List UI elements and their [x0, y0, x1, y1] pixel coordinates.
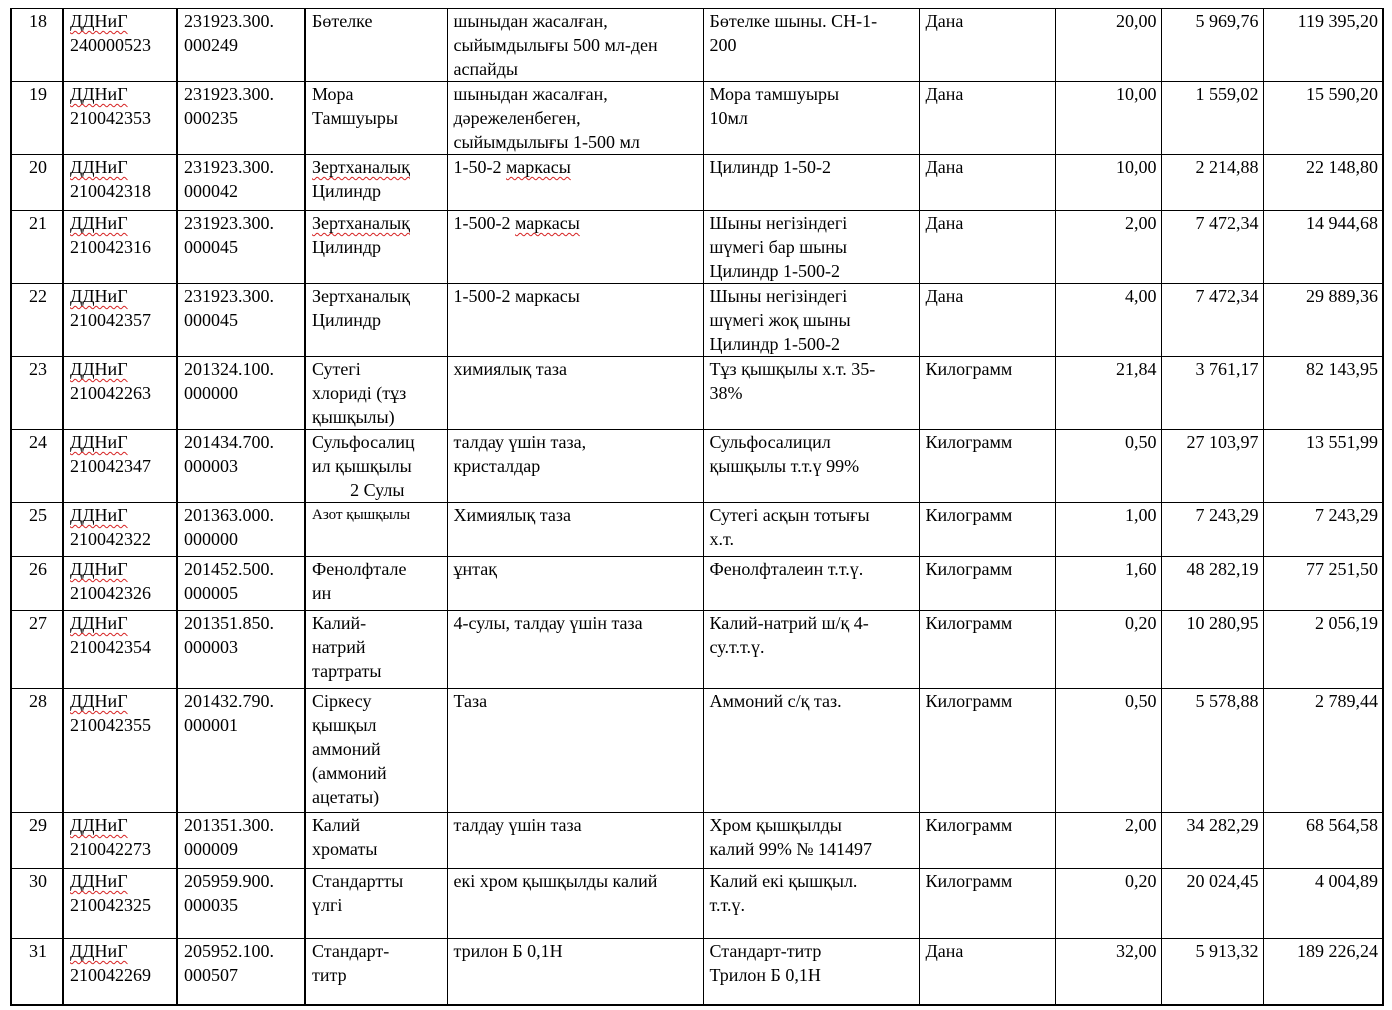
table-row — [11, 155, 1383, 211]
item-specification-line: Цилиндр 1-500-2 — [709, 261, 841, 281]
unit-of-measure: Дана — [919, 284, 1055, 357]
desc-text: 1-50-2 — [453, 157, 506, 177]
item-specification — [703, 82, 919, 155]
item-code — [63, 689, 177, 813]
item-name-line: қышқылы) — [312, 407, 395, 427]
unit-price: 7 472,34 — [1161, 284, 1263, 357]
item-specification — [703, 9, 919, 82]
item-code-number: 210042325 — [70, 895, 151, 915]
item-name-line: тартраты — [312, 661, 382, 681]
table-row — [11, 611, 1383, 689]
item-specification — [703, 939, 919, 1005]
ktru-code-part2: 000003 — [184, 456, 238, 476]
item-description-line: ұнтақ — [453, 559, 497, 579]
table-row — [11, 211, 1383, 284]
item-description-line: Химиялық таза — [453, 505, 571, 525]
item-code-number: 210042347 — [70, 456, 151, 476]
item-description-line: трилон Б 0,1Н — [453, 941, 563, 961]
item-specification-line: Калий-натрий ш/қ 4- — [709, 613, 869, 633]
quantity: 32,00 — [1055, 939, 1161, 1005]
item-description-line: екі хром қышқылды калий — [453, 871, 658, 891]
item-code — [63, 503, 177, 557]
item-description-line: сыйымдылығы 500 мл-ден — [453, 35, 658, 55]
unit-of-measure: Килограмм — [919, 430, 1055, 503]
item-code — [63, 155, 177, 211]
item-code — [63, 82, 177, 155]
ktru-code — [177, 9, 305, 82]
item-code — [63, 813, 177, 869]
row-number: 21 — [11, 211, 63, 284]
total-sum: 2 056,19 — [1263, 611, 1383, 689]
row-number: 29 — [11, 813, 63, 869]
ktru-code-part2: 000000 — [184, 529, 238, 549]
item-code-prefix: ДДНиГ — [70, 691, 128, 711]
item-specification-line: су.т.т.ү. — [709, 637, 765, 657]
item-name-line: ил қышқылы — [312, 456, 412, 476]
item-specification-line: Калий екі қышқыл. — [709, 871, 858, 891]
ktru-code-part2: 000042 — [184, 181, 238, 201]
item-description-line: химиялық таза — [453, 359, 567, 379]
item-specification-line: шүмегі жоқ шыны — [709, 310, 851, 330]
row-number: 24 — [11, 430, 63, 503]
item-description — [447, 155, 703, 211]
unit-of-measure: Килограмм — [919, 557, 1055, 611]
item-code-prefix: ДДНиГ — [70, 941, 128, 961]
unit-price: 34 282,29 — [1161, 813, 1263, 869]
unit-of-measure: Килограмм — [919, 611, 1055, 689]
item-specification-line: т.т.ү. — [709, 895, 746, 915]
item-description-line: талдау үшін таза — [453, 815, 582, 835]
item-code — [63, 284, 177, 357]
total-sum: 7 243,29 — [1263, 503, 1383, 557]
item-specification — [703, 611, 919, 689]
item-code-number: 210042354 — [70, 637, 151, 657]
ktru-code-part1: 205952.100. — [184, 941, 274, 961]
unit-price: 20 024,45 — [1161, 869, 1263, 939]
item-name-line: қышқыл — [312, 715, 377, 735]
desc-text-marked: маркасы — [515, 213, 580, 233]
ktru-code-part2: 000005 — [184, 583, 238, 603]
item-description — [447, 82, 703, 155]
item-name — [305, 557, 447, 611]
total-sum: 189 226,24 — [1263, 939, 1383, 1005]
item-code-number: 210042355 — [70, 715, 151, 735]
item-name — [305, 211, 447, 284]
item-specification — [703, 155, 919, 211]
item-name — [305, 939, 447, 1005]
unit-price: 2 214,88 — [1161, 155, 1263, 211]
desc-text: 1-500-2 — [453, 213, 515, 233]
item-description — [447, 9, 703, 82]
item-code — [63, 869, 177, 939]
item-code-prefix: ДДНиГ — [70, 613, 128, 633]
item-name-line: Фенолфтале — [312, 559, 407, 579]
item-name-line: Тамшуыры — [312, 108, 398, 128]
item-specification-line: Мора тамшуыры — [709, 84, 840, 104]
ktru-code — [177, 557, 305, 611]
quantity: 21,84 — [1055, 357, 1161, 430]
item-description-line: талдау үшін таза, — [453, 432, 587, 452]
item-code — [63, 611, 177, 689]
item-name — [305, 284, 447, 357]
item-specification-line: Сутегі асқын тотығы — [709, 505, 870, 525]
item-code — [63, 9, 177, 82]
ktru-code-part1: 201452.500. — [184, 559, 274, 579]
item-code-number: 210042316 — [70, 237, 151, 257]
item-specification-line: қышқылы т.т.ү 99% — [709, 456, 860, 476]
ktru-code-part1: 231923.300. — [184, 213, 274, 233]
unit-price: 7 472,34 — [1161, 211, 1263, 284]
item-name-line: Цилиндр — [312, 181, 382, 201]
total-sum: 13 551,99 — [1263, 430, 1383, 503]
item-specification-line: х.т. — [709, 529, 735, 549]
ktru-code-part1: 231923.300. — [184, 11, 274, 31]
item-code-number: 210042318 — [70, 181, 151, 201]
item-name-line: 2 Сулы — [350, 480, 405, 500]
item-description — [447, 939, 703, 1005]
item-name — [305, 82, 447, 155]
ktru-code-part1: 201363.000. — [184, 505, 274, 525]
item-code-number: 210042353 — [70, 108, 151, 128]
item-name-line: Зертханалық — [312, 286, 410, 306]
total-sum: 4 004,89 — [1263, 869, 1383, 939]
item-specification-line: калий 99% № 141497 — [709, 839, 873, 859]
unit-price: 5 578,88 — [1161, 689, 1263, 813]
item-specification-line: Тұз қышқылы х.т. 35- — [709, 359, 876, 379]
table-row — [11, 284, 1383, 357]
item-description — [447, 284, 703, 357]
unit-price: 27 103,97 — [1161, 430, 1263, 503]
item-name-line: Зертханалық — [312, 157, 410, 177]
table-row — [11, 689, 1383, 813]
ktru-code-part2: 000045 — [184, 237, 238, 257]
unit-price: 1 559,02 — [1161, 82, 1263, 155]
unit-of-measure: Дана — [919, 155, 1055, 211]
ktru-code — [177, 611, 305, 689]
item-name-line: Калий- — [312, 613, 367, 633]
total-sum: 82 143,95 — [1263, 357, 1383, 430]
ktru-code-part2: 000235 — [184, 108, 238, 128]
item-specification — [703, 557, 919, 611]
item-specification — [703, 869, 919, 939]
item-name — [305, 813, 447, 869]
table-row — [11, 869, 1383, 939]
quantity: 20,00 — [1055, 9, 1161, 82]
item-specification-line: Цилиндр 1-500-2 — [709, 334, 841, 354]
item-specification — [703, 357, 919, 430]
ktru-code-part2: 000009 — [184, 839, 238, 859]
item-description-line — [454, 155, 699, 179]
ktru-code — [177, 869, 305, 939]
quantity: 0,50 — [1055, 430, 1161, 503]
item-specification-line: Стандарт-титр — [709, 941, 822, 961]
table-row — [11, 9, 1383, 82]
item-name-line: натрий — [312, 637, 366, 657]
item-name-line: Бөтелке — [312, 11, 373, 31]
item-specification-line: шүмегі бар шыны — [709, 237, 847, 257]
item-specification — [703, 813, 919, 869]
quantity: 4,00 — [1055, 284, 1161, 357]
item-specification-line: Хром қышқылды — [709, 815, 842, 835]
item-name-line: Калий — [312, 815, 361, 835]
unit-price: 5 913,32 — [1161, 939, 1263, 1005]
table-body — [11, 9, 1383, 1005]
item-name — [305, 430, 447, 503]
table-row — [11, 557, 1383, 611]
ktru-code-part2: 000003 — [184, 637, 238, 657]
item-name-line: Цилиндр — [312, 237, 382, 257]
total-sum: 22 148,80 — [1263, 155, 1383, 211]
table-row — [11, 357, 1383, 430]
ktru-code — [177, 503, 305, 557]
item-code-prefix: ДДНиГ — [70, 84, 128, 104]
item-specification — [703, 689, 919, 813]
item-name — [305, 689, 447, 813]
unit-price: 3 761,17 — [1161, 357, 1263, 430]
item-specification — [703, 284, 919, 357]
quantity: 2,00 — [1055, 211, 1161, 284]
item-description — [447, 557, 703, 611]
ktru-code-part1: 231923.300. — [184, 84, 274, 104]
item-code-prefix: ДДНиГ — [70, 11, 128, 31]
ktru-code-part1: 231923.300. — [184, 286, 274, 306]
ktru-code-part2: 000507 — [184, 965, 238, 985]
item-code-prefix: ДДНиГ — [70, 359, 128, 379]
unit-of-measure: Килограмм — [919, 689, 1055, 813]
item-name-line: ацетаты) — [312, 787, 380, 807]
item-description — [447, 689, 703, 813]
row-number: 27 — [11, 611, 63, 689]
item-specification-line: 200 — [709, 35, 737, 55]
ktru-code — [177, 813, 305, 869]
item-code — [63, 211, 177, 284]
ktru-code-part2: 000001 — [184, 715, 238, 735]
item-specification-line: Бөтелке шыны. СН-1- — [709, 11, 878, 31]
item-description-line: 1-500-2 маркасы — [453, 286, 580, 306]
table-row — [11, 813, 1383, 869]
ktru-code-part1: 201324.100. — [184, 359, 274, 379]
item-specification — [703, 430, 919, 503]
item-description — [447, 430, 703, 503]
item-description — [447, 869, 703, 939]
unit-of-measure: Килограмм — [919, 503, 1055, 557]
ktru-code-part2: 000249 — [184, 35, 238, 55]
item-name — [305, 611, 447, 689]
item-code-number: 210042263 — [70, 383, 151, 403]
item-description — [447, 357, 703, 430]
item-code — [63, 557, 177, 611]
ktru-code-part1: 201351.850. — [184, 613, 274, 633]
ktru-code-part1: 201434.700. — [184, 432, 274, 452]
item-name-line: Цилиндр — [312, 310, 382, 330]
quantity: 1,00 — [1055, 503, 1161, 557]
ktru-code-part1: 231923.300. — [184, 157, 274, 177]
item-code-number: 210042273 — [70, 839, 151, 859]
quantity: 10,00 — [1055, 155, 1161, 211]
item-specification-line: Аммоний с/қ таз. — [709, 691, 842, 711]
item-code — [63, 939, 177, 1005]
item-name-line: Стандартты — [312, 871, 404, 891]
ktru-code — [177, 939, 305, 1005]
row-number: 26 — [11, 557, 63, 611]
item-code-prefix: ДДНиГ — [70, 213, 128, 233]
item-code-number: 210042322 — [70, 529, 151, 549]
item-description-line: аспайды — [453, 59, 518, 79]
total-sum: 119 395,20 — [1263, 9, 1383, 82]
item-specification-line: Фенолфталеин т.т.ү. — [709, 559, 864, 579]
total-sum: 15 590,20 — [1263, 82, 1383, 155]
item-code-prefix: ДДНиГ — [70, 157, 128, 177]
item-name-line: Азот қышқылы — [312, 507, 411, 523]
unit-of-measure: Дана — [919, 211, 1055, 284]
item-name-line: хроматы — [312, 839, 378, 859]
ktru-code — [177, 82, 305, 155]
item-name — [305, 155, 447, 211]
item-name — [305, 503, 447, 557]
item-description — [447, 503, 703, 557]
table-row — [11, 82, 1383, 155]
item-name-line: (аммоний — [312, 763, 387, 783]
item-code-number: 210042326 — [70, 583, 151, 603]
item-code-prefix: ДДНиГ — [70, 815, 128, 835]
item-description — [447, 211, 703, 284]
item-name-line: Стандарт- — [312, 941, 390, 961]
item-code-number: 210042269 — [70, 965, 151, 985]
item-specification-line: Трилон Б 0,1Н — [709, 965, 821, 985]
ktru-code-part1: 205959.900. — [184, 871, 274, 891]
item-name-line: титр — [312, 965, 347, 985]
item-description-line: сыйымдылығы 1-500 мл — [453, 132, 640, 152]
item-name-line: үлгі — [312, 895, 343, 915]
item-name-line: Сутегі — [312, 359, 361, 379]
row-number: 25 — [11, 503, 63, 557]
item-name-line: Сульфосалиц — [312, 432, 415, 452]
item-name — [305, 869, 447, 939]
quantity: 0,20 — [1055, 611, 1161, 689]
item-description-line: 4-сулы, талдау үшін таза — [453, 613, 643, 633]
table-row — [11, 503, 1383, 557]
item-code-prefix: ДДНиГ — [70, 432, 128, 452]
item-specification-line: Сульфосалицил — [709, 432, 831, 452]
item-specification-line: Цилиндр 1-50-2 — [709, 157, 832, 177]
item-description-line: шыныдан жасалған, — [453, 11, 608, 31]
unit-price: 10 280,95 — [1161, 611, 1263, 689]
item-code-prefix: ДДНиГ — [70, 286, 128, 306]
item-name-line: хлориді (тұз — [312, 383, 407, 403]
item-name-line: ин — [312, 583, 332, 603]
total-sum: 29 889,36 — [1263, 284, 1383, 357]
item-name-line: аммоний — [312, 739, 381, 759]
item-code-number: 240000523 — [70, 35, 151, 55]
total-sum: 68 564,58 — [1263, 813, 1383, 869]
item-description — [447, 611, 703, 689]
ktru-code — [177, 211, 305, 284]
quantity: 2,00 — [1055, 813, 1161, 869]
row-number: 19 — [11, 82, 63, 155]
unit-price: 7 243,29 — [1161, 503, 1263, 557]
item-name — [305, 9, 447, 82]
unit-of-measure: Килограмм — [919, 813, 1055, 869]
ktru-code — [177, 357, 305, 430]
desc-text-marked: маркасы — [506, 157, 571, 177]
item-name — [305, 357, 447, 430]
item-name-line: Зертханалық — [312, 213, 410, 233]
row-number: 31 — [11, 939, 63, 1005]
unit-of-measure: Дана — [919, 939, 1055, 1005]
table-row — [11, 939, 1383, 1005]
item-specification-line: 10мл — [709, 108, 748, 128]
item-code-prefix: ДДНиГ — [70, 871, 128, 891]
ktru-code — [177, 284, 305, 357]
row-number: 23 — [11, 357, 63, 430]
item-code-number: 210042357 — [70, 310, 151, 330]
item-description-line: дәрежеленбеген, — [453, 108, 581, 128]
ktru-code — [177, 155, 305, 211]
unit-price: 5 969,76 — [1161, 9, 1263, 82]
ktru-code-part2: 000035 — [184, 895, 238, 915]
ktru-code — [177, 689, 305, 813]
ktru-code — [177, 430, 305, 503]
item-name-line: Сіркесу — [312, 691, 372, 711]
quantity: 0,20 — [1055, 869, 1161, 939]
item-description-line: шыныдан жасалған, — [453, 84, 608, 104]
row-number: 18 — [11, 9, 63, 82]
item-code-prefix: ДДНиГ — [70, 559, 128, 579]
unit-of-measure: Дана — [919, 9, 1055, 82]
item-description-line: Таза — [453, 691, 488, 711]
item-code-prefix: ДДНиГ — [70, 505, 128, 525]
item-code — [63, 430, 177, 503]
quantity: 10,00 — [1055, 82, 1161, 155]
ktru-code-part1: 201432.790. — [184, 691, 274, 711]
row-number: 30 — [11, 869, 63, 939]
item-code — [63, 357, 177, 430]
item-specification-line: Шыны негізіндегі — [709, 286, 848, 306]
quantity: 0,50 — [1055, 689, 1161, 813]
item-name-line: Мора — [312, 84, 354, 104]
quantity: 1,60 — [1055, 557, 1161, 611]
item-specification-line: 38% — [709, 383, 743, 403]
row-number: 28 — [11, 689, 63, 813]
row-number: 22 — [11, 284, 63, 357]
item-description — [447, 813, 703, 869]
unit-of-measure: Дана — [919, 82, 1055, 155]
ktru-code-part1: 201351.300. — [184, 815, 274, 835]
item-description-line: кристалдар — [453, 456, 541, 476]
unit-of-measure: Килограмм — [919, 357, 1055, 430]
ktru-code-part2: 000045 — [184, 310, 238, 330]
items-table — [10, 8, 1384, 1006]
item-specification — [703, 211, 919, 284]
unit-of-measure: Килограмм — [919, 869, 1055, 939]
total-sum: 77 251,50 — [1263, 557, 1383, 611]
table-row — [11, 430, 1383, 503]
ktru-code-part2: 000000 — [184, 383, 238, 403]
unit-price: 48 282,19 — [1161, 557, 1263, 611]
row-number: 20 — [11, 155, 63, 211]
item-specification — [703, 503, 919, 557]
item-specification-line: Шыны негізіндегі — [709, 213, 848, 233]
item-description-line — [454, 211, 699, 235]
total-sum: 14 944,68 — [1263, 211, 1383, 284]
total-sum: 2 789,44 — [1263, 689, 1383, 813]
